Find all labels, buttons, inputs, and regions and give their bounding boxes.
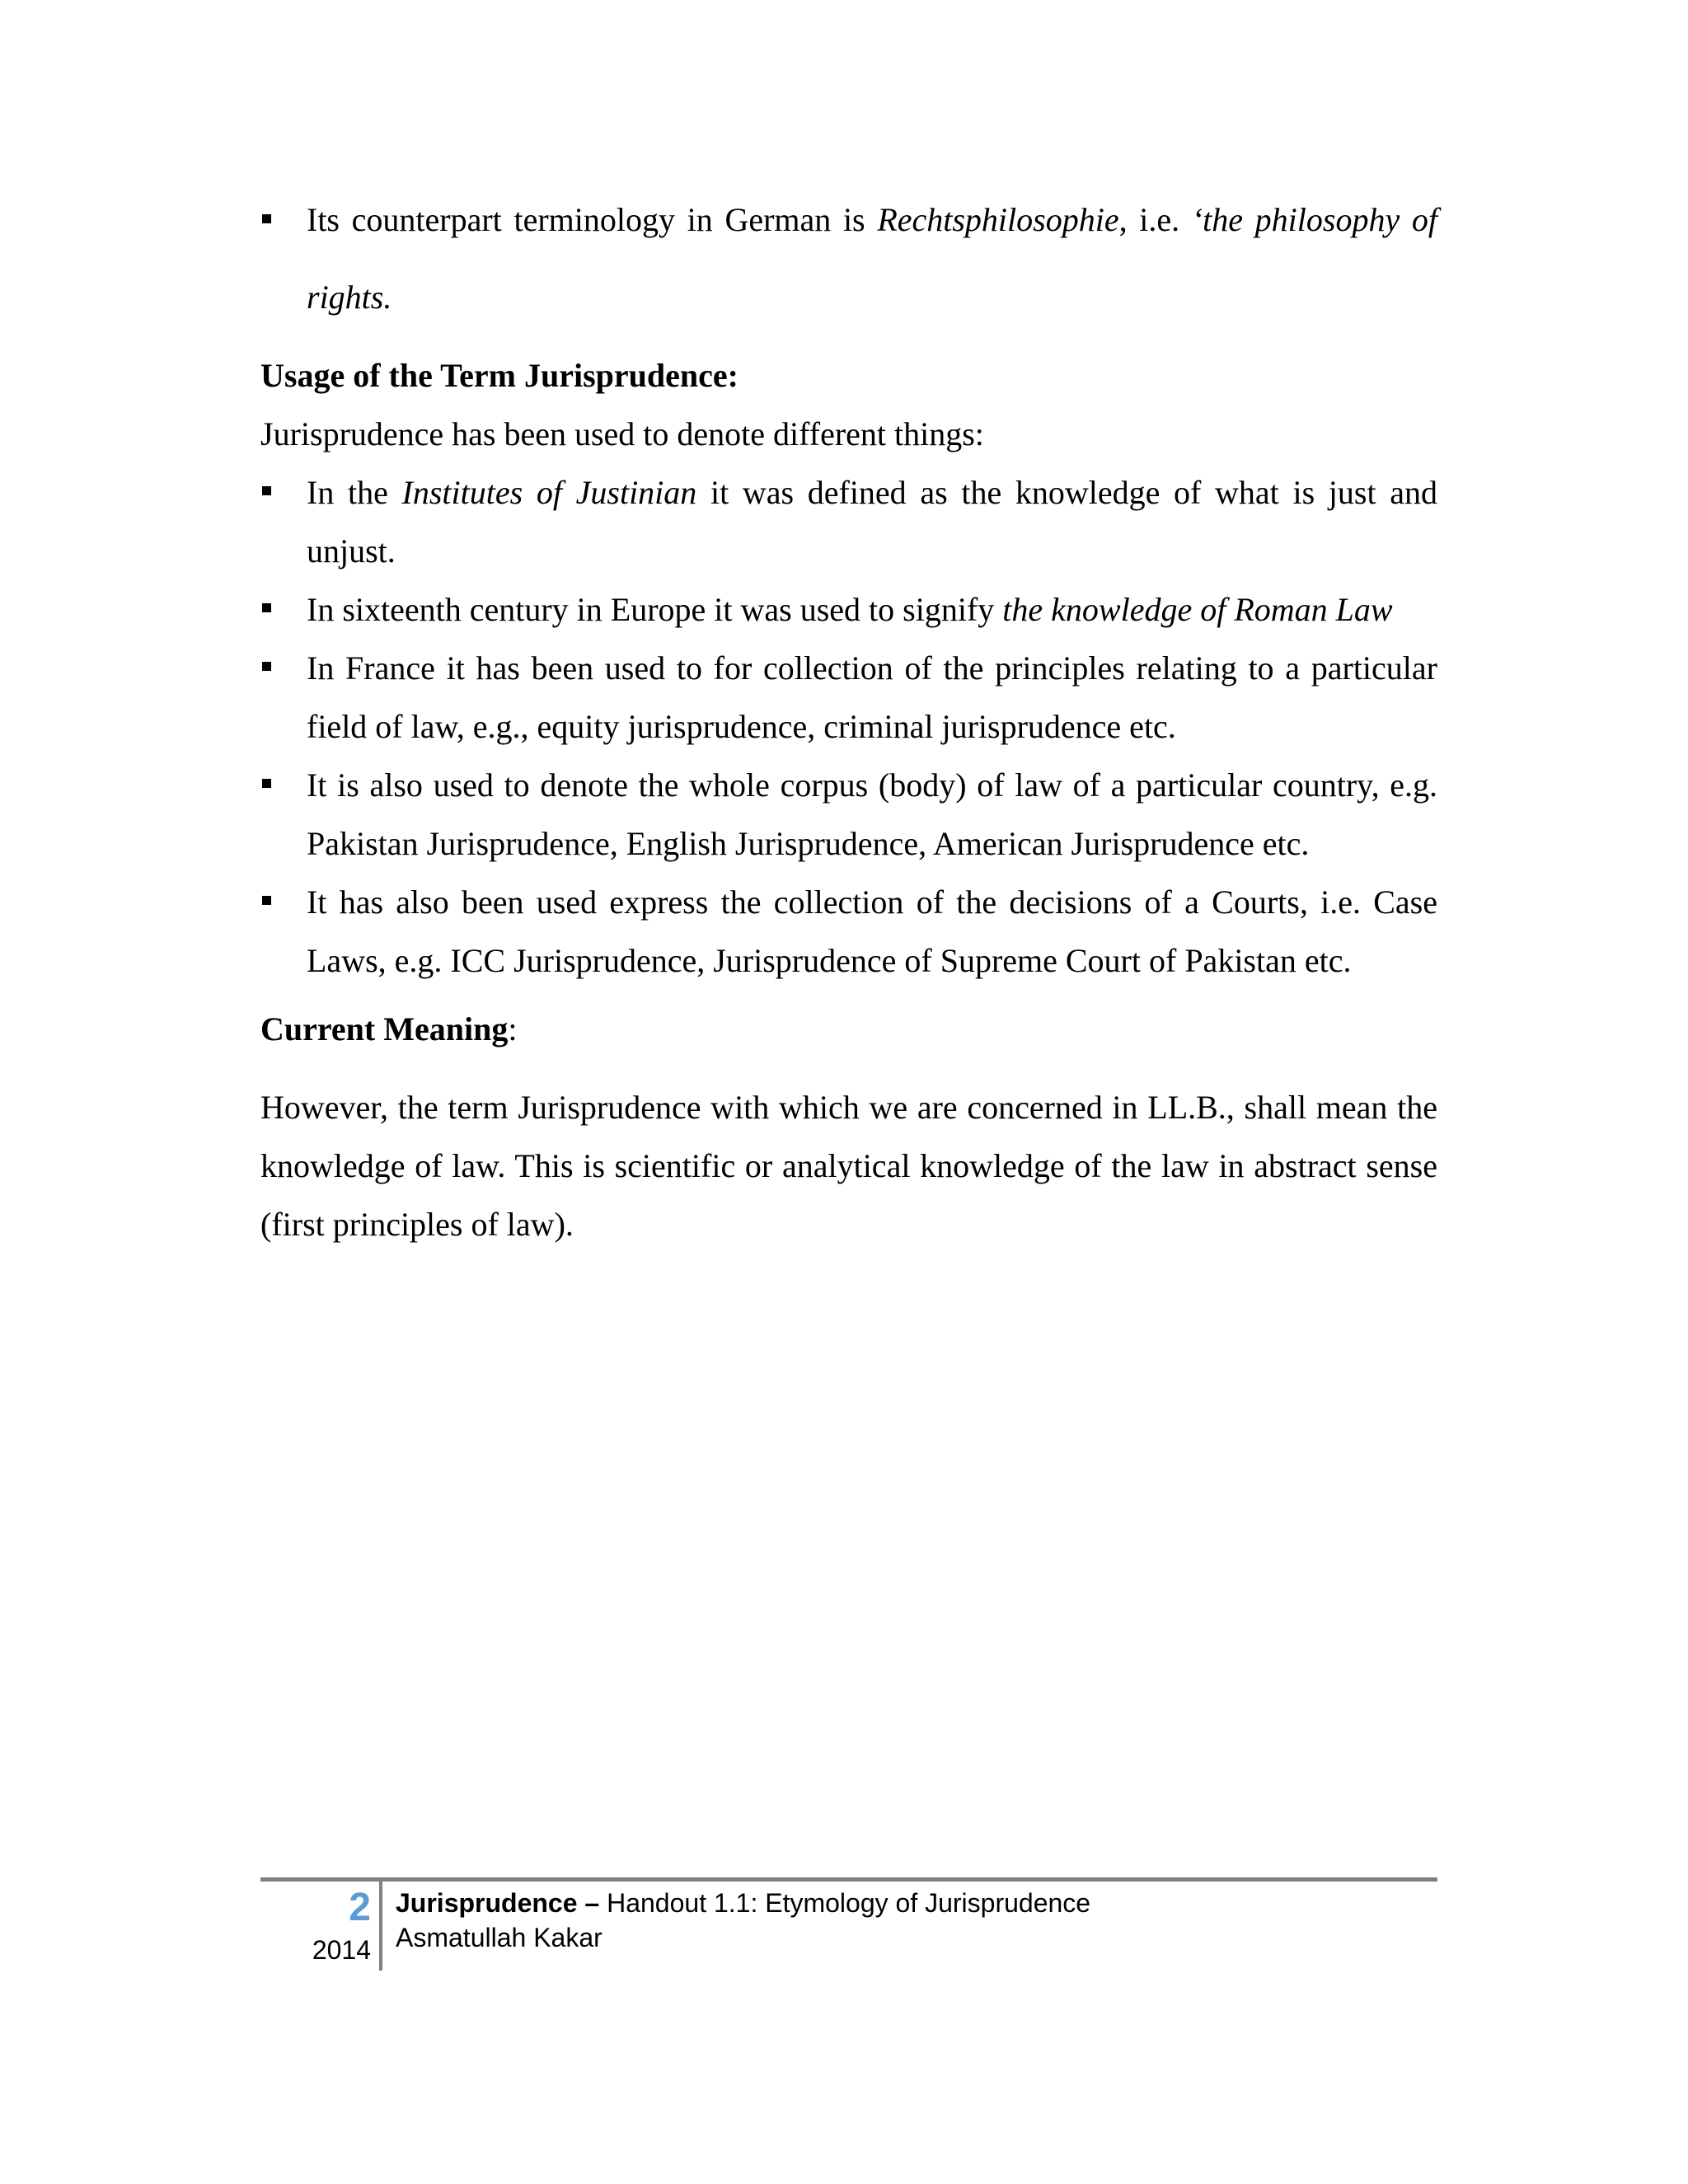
footer-year: 2014 (312, 1935, 371, 1965)
list-item (260, 639, 1437, 756)
footer-divider (379, 1882, 382, 1971)
bullet-text: It is also used to denote the whole corpus (body) of law of a particular country, e.g. Pakistan Jurisprudence, English Jurisprudence, American Jurisprudence etc. (307, 766, 1437, 862)
footer-rule (260, 1877, 1437, 1882)
square-bullet-icon (262, 214, 271, 223)
intro-bullet-list (260, 181, 1437, 336)
bullet-text: In the (307, 474, 402, 511)
footer-author: Asmatullah Kakar (396, 1923, 603, 1952)
list-item (260, 181, 1437, 336)
list-item (260, 756, 1437, 873)
current-heading-text: Current Meaning (260, 1010, 509, 1047)
bullet-text: It has also been used express the collection of the decisions of a Courts, i.e. Case Laws, e.g. ICC Jurisprudence, Jurisprudence of Supreme Court of Pakistan etc. (307, 883, 1437, 979)
heading-colon: : (508, 1010, 518, 1047)
section-heading-current (260, 1000, 1437, 1058)
section-heading-usage: Usage of the Term Jurisprudence: (260, 357, 738, 394)
bullet-text: it was defined as the knowledge of what is just and unjust. (307, 474, 1438, 569)
document-body (260, 181, 1437, 1254)
bullet-text: In France it has been used to for collection of the principles relating to a particular field of law, e.g., equity jurisprudence, criminal jurisprudence etc. (307, 649, 1437, 745)
square-bullet-icon (262, 662, 271, 671)
usage-bullet-list (260, 463, 1437, 990)
footer-text (396, 1886, 1090, 1955)
footer-title (396, 1886, 1090, 1920)
square-bullet-icon (262, 896, 271, 905)
translation-quote: ‘the philosophy of rights. (307, 201, 1438, 316)
square-bullet-icon (262, 486, 271, 495)
page-number: 2 (349, 1886, 371, 1929)
usage-intro: Jurisprudence has been used to denote different things: (260, 415, 984, 452)
german-term: Rechtsphilosophie (877, 201, 1119, 238)
square-bullet-icon (262, 603, 271, 612)
list-item (260, 580, 1437, 639)
list-item (260, 873, 1437, 990)
bullet-text: Its counterpart terminology in German is (307, 201, 878, 238)
list-item (260, 463, 1437, 580)
bullet-text: In sixteenth century in Europe it was used to signify (307, 591, 1003, 628)
bullet-text: , i.e. (1118, 201, 1192, 238)
italic-phrase: the knowledge of Roman Law (1002, 591, 1393, 628)
square-bullet-icon (262, 779, 271, 788)
italic-phrase: Institutes of Justinian (401, 474, 697, 511)
footer-title-rest: Handout 1.1: Etymology of Jurisprudence (599, 1888, 1091, 1918)
footer-title-bold: Jurisprudence – (396, 1888, 600, 1918)
current-meaning-paragraph: However, the term Jurisprudence with which we are concerned in LL.B., shall mean the knowledge of law. This is scientific or analytical knowledge of the law in abstract sense (first principles of law). (260, 1089, 1437, 1243)
